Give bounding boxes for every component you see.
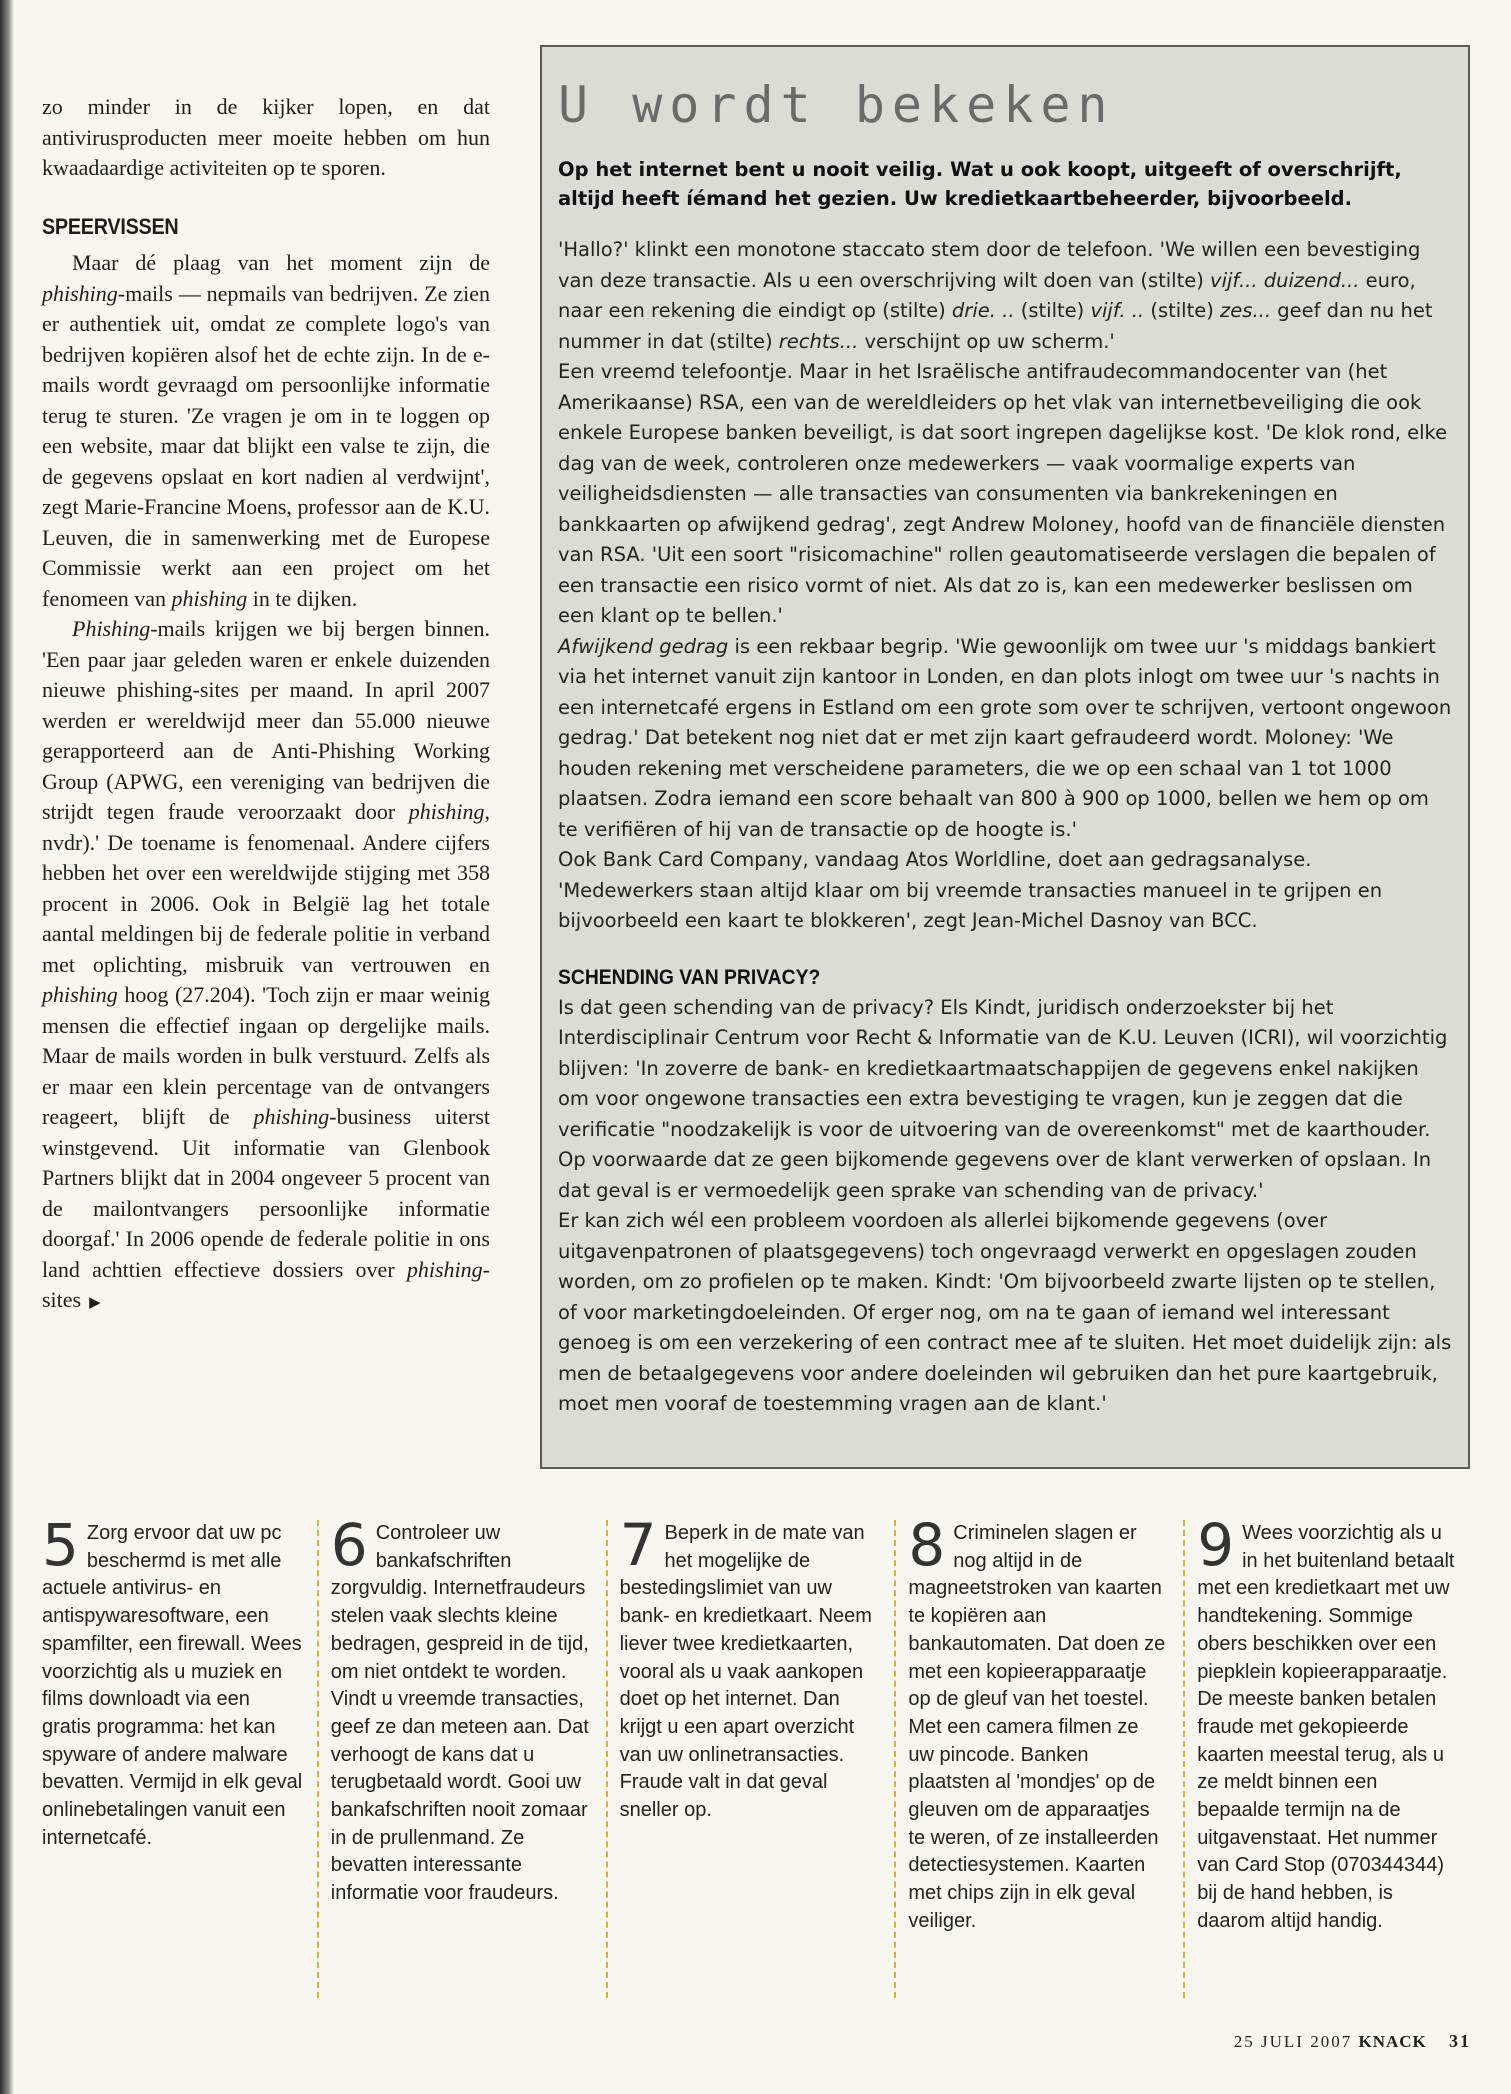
page-binding-edge [0, 0, 14, 2094]
left-paragraph-2: Maar dé plaag van het moment zijn de phishing-mails — nepmails van bedrijven. Ze zien er authentiek uit, omdat ze complete logo's van bedrijven kopiëren alsof het de echte zijn. In de e-mails wordt gevraagd om persoonlijke informatie terug te sturen. 'Ze vragen je om in te loggen op een website, maar dat blijkt een valse te zijn, die de gegevens opslaat en kort nadien al verdwijnt', zegt Marie-Francine Moens, professor aan de K.U. Leuven, die in samenwerking met de Europese Commissie werkt aan een project om het fenomeen van phishing in te dijken. [42, 250, 490, 611]
tip-text: Controleer uw bankafschriften zorgvuldig. Internetfraudeurs stelen vaak slechts kleine bedragen, gespreid in de tijd, om niet ontdekt te worden. Vindt u vreemde transacties, geef ze dan meteen aan. Dat verhoogt de kans dat u terugbetaald wordt. Gooi uw bankafschriften nooit zomaar in de prullenmand. Ze bevatten interessante informatie voor fraudeurs. [330, 1522, 589, 1905]
tip-text: Criminelen slagen er nog altijd in de magneetstroken van kaarten te kopiëren aan bankautomaten. Dat doen ze met een kopieerapparaatje op de gleuf van het toestel. Met een camera filmen ze uw pincode. Banken plaatsten al 'mondjes' op de gleuven om de apparaatjes te weren, of ze installeerden detectiesystemen. Kaarten met chips zijn in elk geval veiliger. [908, 1522, 1166, 1932]
tips-row [40, 1511, 1472, 1998]
left-paragraph-1: zo minder in de kijker lopen, en dat antivirusproducten meer moeite hebben om hun kwaadaardige activiteiten op te sporen. [42, 94, 490, 180]
tip-7 [606, 1511, 895, 1998]
tip-8 [894, 1511, 1183, 1998]
tip-text: Wees voorzichtig als u in het buitenland betaalt met een kredietkaart met uw handtekening. Sommige obers beschikken over een piepklein kopieerapparaatje. De meeste banken betalen fraude met gekopieerde kaarten meestal terug, als u ze meldt binnen een bepaalde termijn na de uitgavenstaat. Het nummer van Card Stop (070344344) bij de hand hebben, is daarom altijd handig. [1197, 1522, 1455, 1932]
left-heading: SPEERVISSEN [42, 213, 179, 239]
box-title: U wordt bekeken [558, 76, 1115, 134]
tip-number: 5 [42, 1511, 79, 1579]
box-paragraph-6: Er kan zich wél een probleem voordoen als allerlei bijkomende gegevens (over uitgavenpatronen of plaatsgegevens) toch ongevraagd verwerkt en opgeslagen zouden worden, om zo profielen op te maken. Kindt: 'Om bijvoorbeeld zwarte lijsten op te stellen, of voor marketingdoeleinden. Of erger nog, om na te gaan of iemand wel interessant genoeg is om een verzekering of een contract mee af te sluiten. Het moet duidelijk zijn: als men de betaalgegevens voor andere doeleinden wil gebruiken dan het pure kaartgebruik, moet men vooraf de toestemming vragen aan de klant.' [558, 1209, 1452, 1415]
tip-6 [317, 1511, 606, 1998]
box-paragraph-5: Is dat geen schending van de privacy? Els Kindt, juridisch onderzoekster bij het Interdisciplinair Centrum voor Recht & Informatie van de K.U. Leuven (ICRI), wil voorzichtig blijven: 'In zoverre de bank- en kredietkaartmaatschappijen de gegevens enkel nakijken om voor ongewone transacties een extra bevestiging te vragen, kun je zeggen dat die verificatie "noodzakelijk is voor de uitvoering van de overeenkomst" met de kaarthouder. Op voorwaarde dat ze geen bijkomende gegevens over de klant verwerken of opslaan. In dat geval is er vermoedelijk geen sprake van schending van de privacy.' [558, 995, 1448, 1202]
tip-5 [40, 1511, 317, 1998]
page-footer [1234, 2031, 1471, 2052]
tip-text: Zorg ervoor dat uw pc beschermd is met alle actuele antivirus- en antispywaresoftware, een spamfilter, een firewall. Wees voorzichtig als u muziek en films downloadt via een gratis programma: het kan spyware of andere malware bevatten. Vermijd in elk geval onlinebetalingen vanuit een internetcafé. [42, 1522, 303, 1849]
box-paragraph-2: Een vreemd telefoontje. Maar in het Israëlische antifraudecommandocenter van (het Amerikaanse) RSA, een van de wereldleiders op het vlak van internetbeveiliging die ook enkele Europese banken beveiligt, is dat soort ingrepen dagelijkse kost. 'De klok rond, elke dag van de week, controleren onze medewerkers — vaak voormalige experts van veiligheidsdiensten — alle transacties van consumenten via bankrekeningen en bankkaarten op afwijkend gedrag', zegt Andrew Moloney, hoofd van de financiële diensten van RSA. 'Uit een soort "risicomachine" rollen geautomatiseerde verslagen die bepalen of een transactie een risico vormt of niet. Als dat zo is, kan een medewerker beslissen om een klant op te bellen.' [558, 360, 1448, 627]
box-paragraph-4: Ook Bank Card Company, vandaag Atos Worldline, doet aan gedragsanalyse. 'Medewerkers staan altijd klaar om bij vreemde transacties manueel in te grijpen en bijvoorbeeld een kaart te blokkeren', zegt Jean-Michel Dasnoy van BCC. [558, 848, 1383, 932]
box-body [558, 235, 1452, 1420]
tip-number: 9 [1197, 1511, 1235, 1579]
page-number: 31 [1449, 2031, 1471, 2051]
box-paragraph-1: 'Hallo?' klinkt een monotone staccato stem door de telefoon. 'We willen een bevestiging van deze transactie. Als u een overschrijving wilt doen van (stilte) vijf... duizend... euro, naar een rekening die eindigt op (stilte) drie. .. (stilte) vijf. .. (stilte) zes... geef dan nu het nummer in dat (stilte) rechts... verschijnt op uw scherm.' [558, 238, 1433, 353]
sidebar-article-box [540, 45, 1470, 1469]
footer-date: 25 JULI 2007 [1233, 2032, 1353, 2051]
box-lead: Op het internet bent u nooit veilig. Wat u ook koopt, uitgeeft of overschrijft, altijd heeft íémand het gezien. Uw kredietkaartbeheerder, bijvoorbeeld. [558, 158, 1402, 210]
continue-arrow-icon: ▶ [89, 1295, 101, 1311]
tip-text: Beperk in de mate van het mogelijke de bestedingslimiet van uw bank- en kredietkaart. Neem liever twee kredietkaarten, vooral als u vaak aankopen doet op het internet. Dan krijgt u een apart overzicht van uw onlinetransacties. Fraude valt in dat geval sneller op. [619, 1522, 872, 1822]
tip-number: 6 [330, 1511, 368, 1579]
box-subheading: SCHENDING VAN PRIVACY? [558, 965, 821, 989]
footer-magazine: KNACK [1358, 2032, 1427, 2051]
left-paragraph-3: Phishing-mails krijgen we bij bergen binnen. 'Een paar jaar geleden waren er enkele duizenden nieuwe phishing-sites per maand. In april 2007 werden er wereldwijd meer dan 55.000 nieuwe gerapporteerd aan de Anti-Phishing Working Group (APWG, een vereniging van bedrijven die strijdt tegen fraude veroorzaakt door phishing, nvdr).' De toename is fenomenaal. Andere cijfers hebben het over een wereldwijde stijging met 358 procent in 2006. Ook in België lag het totale aantal meldingen bij de federale politie in verband met oplichting, misbruik van vertrouwen en phishing hoog (27.204). 'Toch zijn er maar weinig mensen die effectief ingaan op dergelijke mails. Maar de mails worden in bulk verstuurd. Zelfs als er maar een klein percentage van de ontvangers reageert, blijft de phishing-business uiterst winstgevend. Uit informatie van Glenbook Partners blijkt dat in 2004 ongeveer 5 procent van de mailontvangers persoonlijke informatie doorgaf.' In 2006 opende de federale politie in ons land achttien effectieve dossiers over phishing-sites ▶ [42, 616, 491, 1312]
tip-number: 8 [908, 1511, 946, 1579]
box-paragraph-3: Afwijkend gedrag is een rekbaar begrip. 'Wie gewoonlijk om twee uur 's middags bankiert via het internet vanuit zijn kantoor in Londen, en dan plots inlogt om twee uur 's nachts in een internetcafé ergens in Estland om een grote som over te schrijven, vertoont ongewoon gedrag.' Dat betekent nog niet dat er met zijn kaart gefraudeerd wordt. Moloney: 'We houden rekening met verscheidene parameters, die we op een schaal van 1 tot 1000 plaatsen. Zodra iemand een score behaalt van 800 à 900 op 1000, bellen we hem op om te verifiëren of hij van de transactie op de hoogte is.' [558, 634, 1452, 841]
tip-number: 7 [619, 1511, 657, 1579]
tip-9 [1183, 1511, 1472, 1998]
left-column [42, 92, 490, 1319]
